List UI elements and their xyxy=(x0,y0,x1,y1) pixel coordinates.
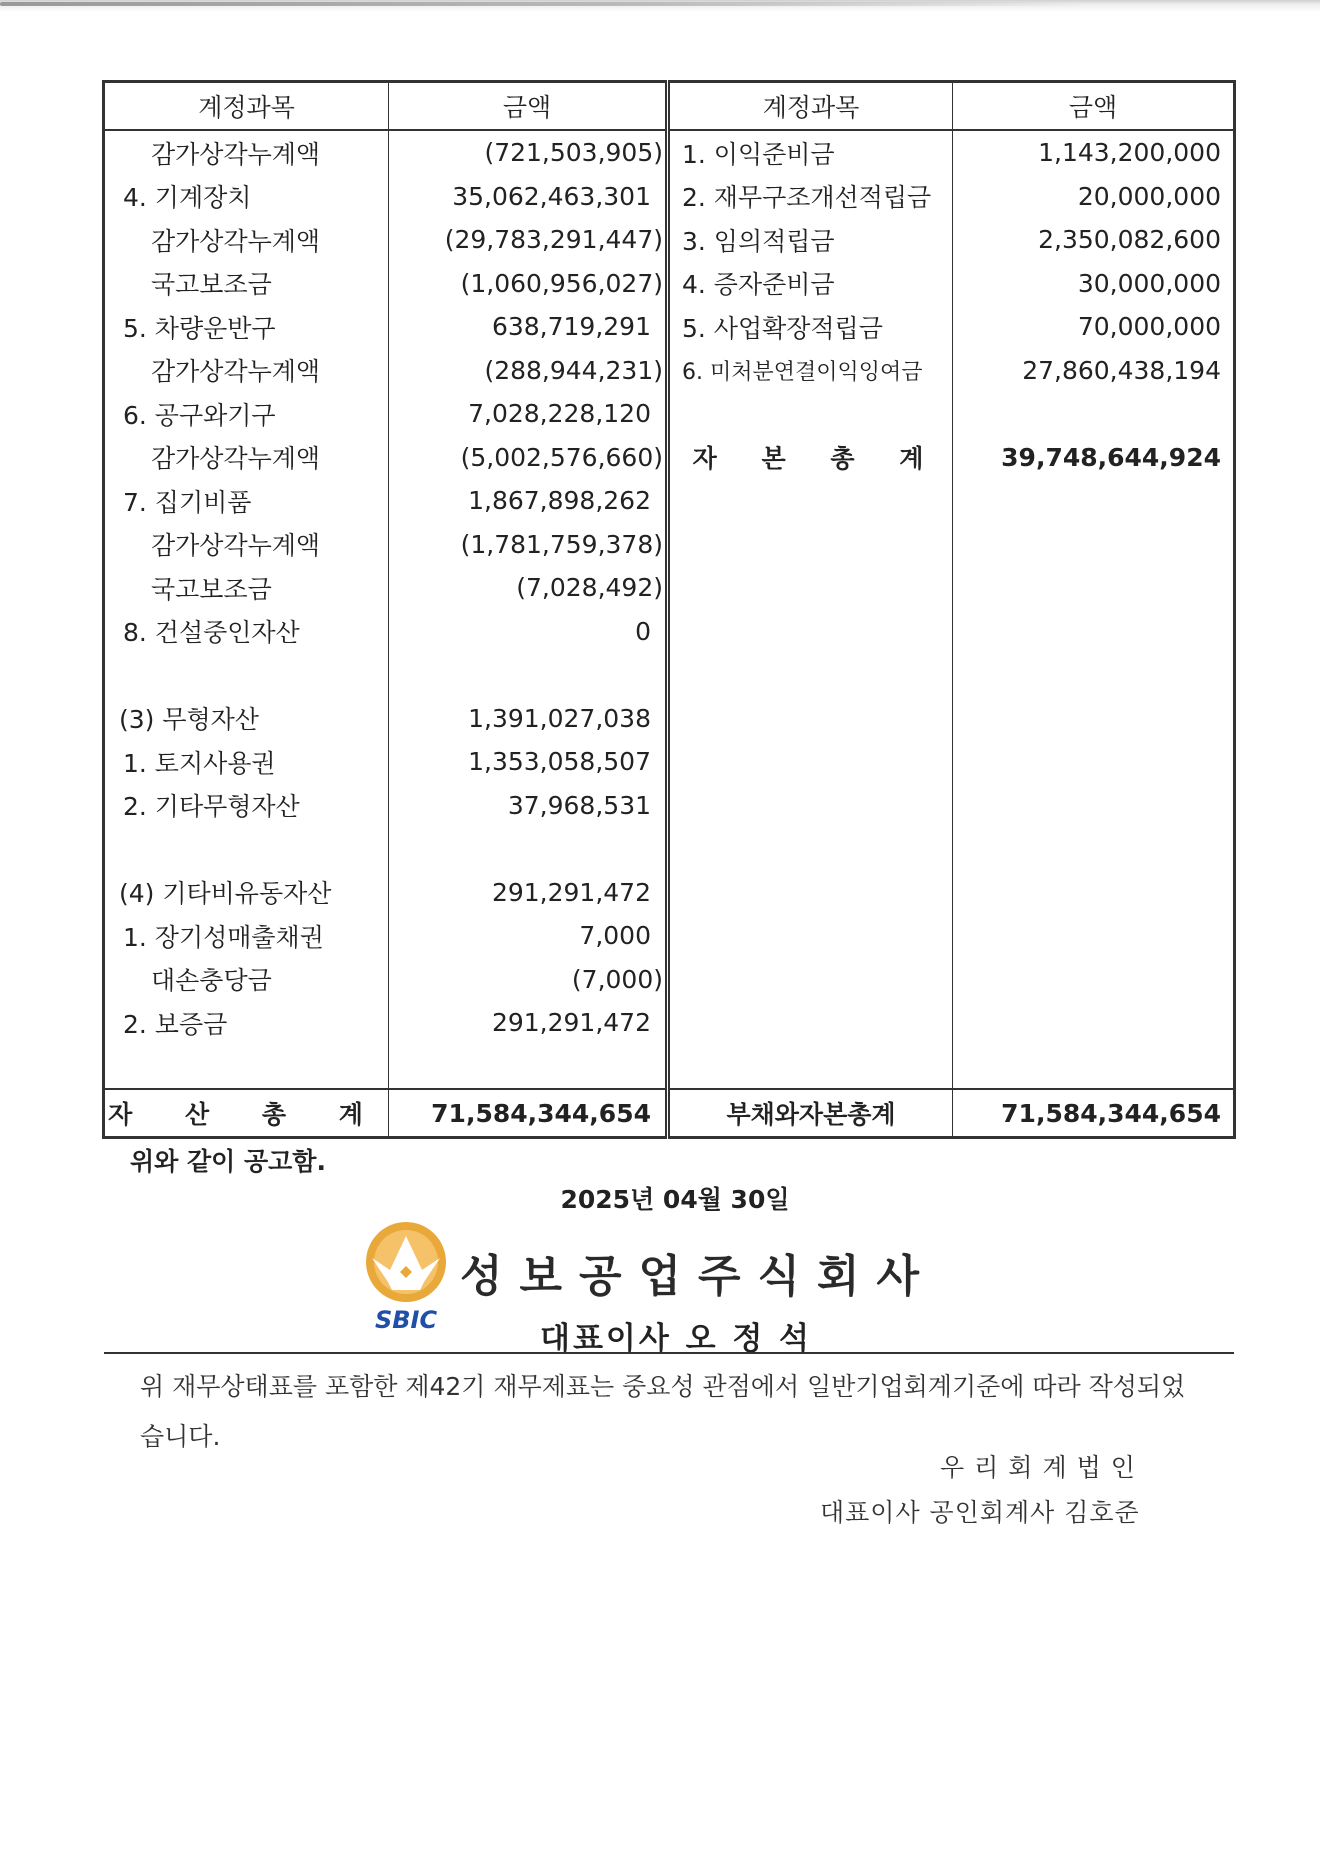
right-account-cell xyxy=(668,827,953,871)
right-amount-cell xyxy=(953,1001,1235,1045)
right-amount-cell: 2,350,082,600 xyxy=(953,218,1235,262)
left-amount-cell: 35,062,463,301 xyxy=(389,175,668,219)
table-row xyxy=(104,784,1235,828)
right-amount-cell xyxy=(953,740,1235,784)
total-liab-equity-label: 부채와자본총계 xyxy=(668,1089,953,1138)
left-account-cell xyxy=(104,827,389,871)
ceo-name: 대표이사 오 정 석 xyxy=(540,1321,812,1357)
table-row xyxy=(104,566,1235,610)
right-amount-cell xyxy=(953,871,1235,915)
left-amount-cell: (1,781,759,378) xyxy=(389,523,668,567)
right-account-cell: 6. 미처분연결이익잉여금 xyxy=(668,349,953,393)
table-row xyxy=(104,436,1235,480)
left-amount-cell: (721,503,905) xyxy=(389,130,668,175)
table-row xyxy=(104,130,1235,175)
table-row xyxy=(104,653,1235,697)
left-account-cell: (4) 기타비유동자산 xyxy=(104,871,389,915)
right-amount-cell xyxy=(953,1045,1235,1090)
left-account-cell: 감가상각누계액 xyxy=(104,523,389,567)
header-account-right: 계정과목 xyxy=(668,82,953,131)
right-amount-cell xyxy=(953,566,1235,610)
left-amount-cell: (29,783,291,447) xyxy=(389,218,668,262)
right-account-cell xyxy=(668,1045,953,1090)
right-amount-cell xyxy=(953,784,1235,828)
right-account-cell xyxy=(668,479,953,523)
header-amount-left: 금액 xyxy=(389,82,668,131)
right-account-cell: 5. 사업확장적립금 xyxy=(668,305,953,349)
table-row xyxy=(104,305,1235,349)
right-amount-cell xyxy=(953,914,1235,958)
left-account-cell: 국고보조금 xyxy=(104,262,389,306)
left-amount-cell: 7,028,228,120 xyxy=(389,392,668,436)
audit-firm: 우리회계법인 xyxy=(940,1453,1145,1482)
right-account-cell: 3. 임의적립금 xyxy=(668,218,953,262)
total-liab-equity-amount: 71,584,344,654 xyxy=(953,1089,1235,1138)
table-row xyxy=(104,1045,1235,1090)
right-amount-cell xyxy=(953,697,1235,741)
left-account-cell: 6. 공구와기구 xyxy=(104,392,389,436)
logo-text: SBIC xyxy=(374,1306,438,1334)
right-account-cell xyxy=(668,914,953,958)
table-row xyxy=(104,349,1235,393)
notice-text: 위와 같이 공고함. xyxy=(130,1147,326,1176)
table-header-row xyxy=(104,82,1235,131)
right-account-cell: 자 본 총 계 xyxy=(668,436,953,480)
right-amount-cell xyxy=(953,479,1235,523)
left-amount-cell: 1,867,898,262 xyxy=(389,479,668,523)
left-account-cell: 2. 보증금 xyxy=(104,1001,389,1045)
totals-row xyxy=(104,1089,1235,1138)
table-row xyxy=(104,392,1235,436)
left-amount-cell xyxy=(389,827,668,871)
right-amount-cell: 27,860,438,194 xyxy=(953,349,1235,393)
left-account-cell xyxy=(104,1045,389,1090)
right-account-cell xyxy=(668,523,953,567)
left-account-cell: 4. 기계장치 xyxy=(104,175,389,219)
audit-opinion: 위 재무상태표를 포함한 제42기 재무제표는 중요성 관점에서 일반기업회계기준에 따라 작성되었습니다. xyxy=(140,1372,1186,1451)
left-account-cell: 감가상각누계액 xyxy=(104,218,389,262)
right-account-cell xyxy=(668,697,953,741)
total-assets-label: 자 산 총 계 xyxy=(108,1100,385,1129)
company-name: 성보공업주식회사 xyxy=(460,1251,937,1302)
left-amount-cell: 638,719,291 xyxy=(389,305,668,349)
right-account-cell xyxy=(668,1001,953,1045)
left-amount-cell xyxy=(389,1045,668,1090)
left-amount-cell: 291,291,472 xyxy=(389,1001,668,1045)
left-amount-cell: (288,944,231) xyxy=(389,349,668,393)
left-amount-cell: (5,002,576,660) xyxy=(389,436,668,480)
left-account-cell: 1. 토지사용권 xyxy=(104,740,389,784)
right-account-cell xyxy=(668,958,953,1002)
left-account-cell: 2. 기타무형자산 xyxy=(104,784,389,828)
total-assets-amount: 71,584,344,654 xyxy=(389,1089,668,1138)
table-row xyxy=(104,610,1235,654)
left-amount-cell: 7,000 xyxy=(389,914,668,958)
balance-sheet-table xyxy=(102,80,1236,1139)
left-account-cell: 국고보조금 xyxy=(104,566,389,610)
right-amount-cell: 70,000,000 xyxy=(953,305,1235,349)
right-account-cell xyxy=(668,653,953,697)
table-row xyxy=(104,914,1235,958)
right-amount-cell: 39,748,644,924 xyxy=(953,436,1235,480)
section-divider xyxy=(104,1352,1234,1354)
left-amount-cell: 291,291,472 xyxy=(389,871,668,915)
right-amount-cell: 1,143,200,000 xyxy=(953,130,1235,175)
right-amount-cell xyxy=(953,958,1235,1002)
right-account-cell xyxy=(668,784,953,828)
table-row xyxy=(104,262,1235,306)
right-account-cell: 4. 증자준비금 xyxy=(668,262,953,306)
table-row xyxy=(104,827,1235,871)
right-account-cell: 1. 이익준비금 xyxy=(668,130,953,175)
right-amount-cell xyxy=(953,827,1235,871)
left-account-cell: 대손충당금 xyxy=(104,958,389,1002)
right-account-cell: 2. 재무구조개선적립금 xyxy=(668,175,953,219)
header-account-left: 계정과목 xyxy=(104,82,389,131)
header-amount-right: 금액 xyxy=(953,82,1235,131)
table-row xyxy=(104,218,1235,262)
right-amount-cell xyxy=(953,523,1235,567)
left-amount-cell: 1,353,058,507 xyxy=(389,740,668,784)
right-amount-cell xyxy=(953,392,1235,436)
table-row xyxy=(104,871,1235,915)
right-account-cell xyxy=(668,566,953,610)
left-account-cell xyxy=(104,653,389,697)
right-amount-cell: 30,000,000 xyxy=(953,262,1235,306)
auditor-name: 대표이사 공인회계사 김호준 xyxy=(820,1498,1140,1527)
table-row xyxy=(104,1001,1235,1045)
left-amount-cell: (7,000) xyxy=(389,958,668,1002)
table-row xyxy=(104,958,1235,1002)
right-account-cell xyxy=(668,610,953,654)
left-amount-cell: 1,391,027,038 xyxy=(389,697,668,741)
left-amount-cell: (7,028,492) xyxy=(389,566,668,610)
left-account-cell: 8. 건설중인자산 xyxy=(104,610,389,654)
table-row xyxy=(104,523,1235,567)
right-amount-cell xyxy=(953,610,1235,654)
scan-edge xyxy=(0,0,1320,14)
table-row xyxy=(104,479,1235,523)
left-amount-cell: (1,060,956,027) xyxy=(389,262,668,306)
left-amount-cell: 0 xyxy=(389,610,668,654)
left-amount-cell: 37,968,531 xyxy=(389,784,668,828)
left-account-cell: 감가상각누계액 xyxy=(104,349,389,393)
right-account-cell xyxy=(668,871,953,915)
left-amount-cell xyxy=(389,653,668,697)
left-account-cell: 5. 차량운반구 xyxy=(104,305,389,349)
company-logo xyxy=(358,1216,454,1336)
right-amount-cell xyxy=(953,653,1235,697)
left-account-cell: 감가상각누계액 xyxy=(104,436,389,480)
announcement-date: 2025년 04월 30일 xyxy=(560,1185,790,1214)
right-account-cell xyxy=(668,740,953,784)
left-account-cell: 감가상각누계액 xyxy=(104,130,389,175)
left-account-cell: 7. 집기비품 xyxy=(104,479,389,523)
right-amount-cell: 20,000,000 xyxy=(953,175,1235,219)
table-row xyxy=(104,740,1235,784)
right-account-cell xyxy=(668,392,953,436)
left-account-cell: 1. 장기성매출채권 xyxy=(104,914,389,958)
table-row xyxy=(104,697,1235,741)
left-account-cell: (3) 무형자산 xyxy=(104,697,389,741)
table-row xyxy=(104,175,1235,219)
